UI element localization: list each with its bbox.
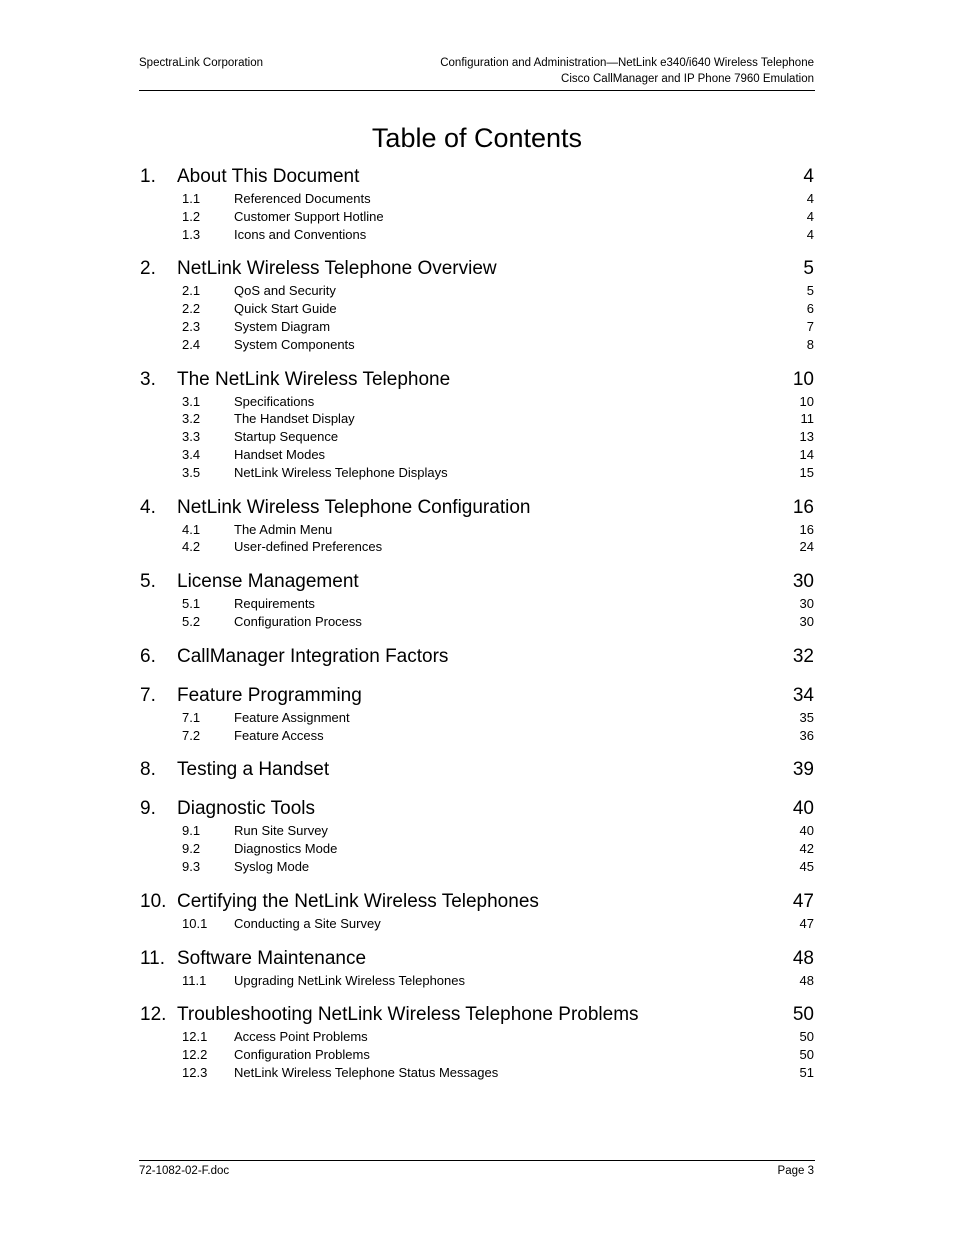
- toc-subsection-number: 2.1: [182, 283, 201, 299]
- toc-subsection-page: 16: [799, 521, 814, 537]
- toc-subsection-entry[interactable]: [140, 727, 814, 745]
- toc-section-title[interactable]: Testing a Handset: [177, 759, 330, 781]
- toc-section-entry[interactable]: [140, 494, 814, 521]
- toc-subsection-number: 4.1: [182, 521, 201, 537]
- toc-section-page: 32: [792, 645, 814, 667]
- toc-subsection-entry[interactable]: [140, 428, 814, 446]
- toc-subsection-entry[interactable]: [140, 410, 814, 428]
- toc-subsection-number: 9.3: [182, 858, 201, 874]
- toc-section-page: 4: [803, 166, 814, 187]
- toc-subsection-number: 12.2: [182, 1047, 208, 1063]
- toc-section: [140, 945, 814, 990]
- toc-subsection-entry[interactable]: [140, 190, 814, 208]
- toc-subsection-number: 9.1: [182, 823, 201, 839]
- toc-subsection-title[interactable]: Upgrading NetLink Wireless Telephones: [234, 972, 465, 988]
- toc-section-entry[interactable]: [140, 366, 814, 393]
- toc-subsection-page: 45: [799, 858, 814, 874]
- toc-subsection-number: 3.4: [182, 446, 201, 462]
- toc-subsection-title[interactable]: System Components: [234, 336, 355, 352]
- toc-subsection-page: 48: [799, 972, 814, 988]
- toc-subsection-entry[interactable]: [140, 446, 814, 464]
- toc-subsection-number: 12.1: [182, 1029, 208, 1045]
- toc-subsection-entry[interactable]: [140, 318, 814, 336]
- toc-subsection-number: 9.2: [182, 841, 201, 857]
- toc-subsection-page: 4: [806, 208, 814, 224]
- toc-section-page: 34: [792, 684, 814, 706]
- toc-subsection-number: 5.1: [182, 596, 201, 612]
- toc-section-number: 3.: [140, 368, 156, 390]
- toc-subsection-number: 7.2: [182, 727, 201, 743]
- toc-subsection-title[interactable]: Quick Start Guide: [234, 301, 337, 317]
- toc-subsection-number: 3.1: [182, 393, 201, 409]
- toc-subsection-number: 1.3: [182, 226, 201, 242]
- toc-subsection-number: 11.1: [182, 972, 207, 988]
- toc-section: [140, 494, 814, 557]
- toc-section-page: 5: [803, 258, 814, 280]
- toc-subsection-title[interactable]: Icons and Conventions: [234, 226, 367, 242]
- header-title-line1: Configuration and Administration—NetLink e340/i640 Wireless Telephone: [440, 57, 814, 69]
- toc-section-entry[interactable]: [140, 888, 814, 915]
- toc-subsection-title[interactable]: User-defined Preferences: [234, 539, 383, 555]
- toc-subsection-page: 24: [799, 539, 814, 555]
- toc-section-title[interactable]: NetLink Wireless Telephone Overview: [177, 258, 497, 280]
- toc-subsection-entry[interactable]: [140, 208, 814, 226]
- table-of-contents: [140, 163, 814, 1094]
- toc-subsection-page: 30: [799, 596, 814, 612]
- toc-section-title[interactable]: License Management: [177, 571, 359, 593]
- toc-section-title[interactable]: About This Document: [177, 166, 360, 187]
- header-company: SpectraLink Corporation: [139, 57, 264, 69]
- header-title-line2: Cisco CallManager and IP Phone 7960 Emulation: [561, 73, 814, 85]
- toc-section-entry[interactable]: [140, 945, 814, 972]
- toc-section-number: 12.: [140, 1004, 167, 1026]
- toc-subsection-title[interactable]: Configuration Problems: [234, 1047, 370, 1063]
- toc-subsection-number: 2.2: [182, 301, 201, 317]
- toc-section: [140, 1001, 814, 1081]
- toc-subsection-entry[interactable]: [140, 521, 814, 539]
- toc-section-title[interactable]: Diagnostic Tools: [177, 798, 316, 820]
- toc-section-entry[interactable]: [140, 643, 814, 670]
- toc-section-number: 9.: [140, 798, 156, 820]
- toc-section-title[interactable]: The NetLink Wireless Telephone: [177, 368, 451, 390]
- toc-subsection-page: 36: [799, 727, 814, 743]
- toc-section: [140, 366, 814, 482]
- toc-subsection-number: 2.3: [182, 318, 201, 334]
- toc-section: [140, 163, 814, 243]
- toc-section-number: 10.: [140, 890, 167, 912]
- toc-subsection-title[interactable]: Customer Support Hotline: [234, 208, 384, 224]
- toc-section-entry[interactable]: [140, 756, 814, 783]
- toc-section-number: 2.: [140, 258, 156, 280]
- toc-section-title[interactable]: Feature Programming: [177, 684, 362, 706]
- toc-section-entry[interactable]: [140, 682, 814, 709]
- toc-subsection-entry[interactable]: [140, 1028, 814, 1046]
- toc-subsection-entry[interactable]: [140, 336, 814, 354]
- toc-section-number: 11.: [140, 947, 166, 969]
- toc-subsection-entry[interactable]: [140, 972, 814, 990]
- toc-subsection-page: 15: [799, 464, 814, 480]
- toc-subsection-entry[interactable]: [140, 282, 814, 300]
- footer-page-number: Page 3: [777, 1165, 814, 1177]
- toc-section-page: 40: [792, 798, 814, 820]
- toc-subsection-title[interactable]: Configuration Process: [234, 613, 362, 629]
- toc-section-number: 7.: [140, 684, 156, 706]
- toc-subsection-title[interactable]: The Admin Menu: [234, 521, 333, 537]
- toc-section-title[interactable]: Certifying the NetLink Wireless Telephones: [177, 890, 539, 912]
- toc-subsection-title[interactable]: Handset Modes: [234, 446, 326, 462]
- toc-subsection-page: 47: [799, 915, 814, 931]
- toc-section: [140, 643, 814, 670]
- toc-subsection-entry[interactable]: [140, 226, 814, 244]
- toc-subsection-number: 7.1: [182, 709, 201, 725]
- toc-section-page: 50: [792, 1004, 814, 1026]
- toc-subsection-title[interactable]: Feature Assignment: [234, 709, 350, 725]
- toc-section-page: 30: [792, 571, 814, 593]
- toc-subsection-title[interactable]: System Diagram: [234, 318, 331, 334]
- toc-subsection-title[interactable]: QoS and Security: [234, 283, 336, 299]
- toc-subsection-page: 35: [799, 709, 814, 725]
- toc-subsection-number: 12.3: [182, 1064, 208, 1080]
- toc-subsection-page: 10: [799, 393, 814, 409]
- toc-subsection-title[interactable]: Requirements: [234, 596, 315, 612]
- toc-section: [140, 568, 814, 631]
- toc-subsection-entry[interactable]: [140, 840, 814, 858]
- toc-section-page: 39: [792, 759, 814, 781]
- toc-subsection-entry[interactable]: [140, 300, 814, 318]
- toc-subsection-title[interactable]: Specifications: [234, 393, 315, 409]
- toc-subsection-entry[interactable]: [140, 464, 814, 482]
- toc-subsection-number: 10.1: [182, 915, 208, 931]
- toc-section: [140, 888, 814, 933]
- toc-subsection-number: 5.2: [182, 613, 201, 629]
- toc-subsection-page: 30: [799, 613, 814, 629]
- toc-subsection-page: 50: [799, 1029, 814, 1045]
- toc-subsection-page: 51: [799, 1064, 814, 1080]
- toc-section-title[interactable]: CallManager Integration Factors: [177, 645, 449, 667]
- toc-subsection-entry[interactable]: [140, 1064, 814, 1082]
- toc-section-entry[interactable]: [140, 1001, 814, 1028]
- toc-section-number: 5.: [140, 571, 156, 593]
- toc-subsection-page: 14: [799, 446, 814, 462]
- toc-section-title[interactable]: NetLink Wireless Telephone Configuration: [177, 496, 531, 518]
- toc-subsection-entry[interactable]: [140, 858, 814, 876]
- toc-subsection-entry[interactable]: [140, 595, 814, 613]
- toc-subsection-page: 8: [806, 336, 814, 352]
- toc-subsection-number: 2.4: [182, 336, 201, 352]
- toc-subsection-title[interactable]: NetLink Wireless Telephone Displays: [234, 464, 448, 480]
- page-header: [139, 54, 815, 91]
- toc-subsection-page: 50: [799, 1047, 814, 1063]
- toc-subsection-entry[interactable]: [140, 1046, 814, 1064]
- toc-section-page: 48: [792, 947, 814, 969]
- toc-subsection-page: 42: [799, 841, 814, 857]
- toc-subsection-page: 7: [806, 318, 814, 334]
- toc-subsection-title[interactable]: Feature Access: [234, 727, 324, 743]
- toc-subsection-title[interactable]: The Handset Display: [234, 411, 355, 427]
- toc-subsection-page: 4: [806, 191, 814, 206]
- toc-section-entry[interactable]: [140, 568, 814, 595]
- toc-subsection-entry[interactable]: [140, 613, 814, 631]
- toc-section-number: 1.: [140, 166, 156, 187]
- toc-subsection-title[interactable]: Access Point Problems: [234, 1029, 368, 1045]
- footer-doc-id: 72-1082-02-F.doc: [139, 1165, 230, 1177]
- toc-subsection-title[interactable]: Syslog Mode: [234, 858, 310, 874]
- toc-section-title[interactable]: Troubleshooting NetLink Wireless Telephone Problems: [177, 1004, 639, 1026]
- toc-section-page: 10: [792, 368, 814, 390]
- toc-subsection-number: 4.2: [182, 539, 201, 555]
- toc-subsection-page: 40: [799, 823, 814, 839]
- toc-section-entry[interactable]: [140, 163, 814, 190]
- toc-section-entry[interactable]: [140, 255, 814, 282]
- toc-subsection-number: 3.3: [182, 429, 201, 445]
- toc-subsection-entry[interactable]: [140, 915, 814, 933]
- page-title: Table of Contents: [371, 123, 583, 153]
- toc-subsection-number: 3.2: [182, 411, 201, 427]
- toc-subsection-number: 1.1: [182, 191, 201, 206]
- toc-section: [140, 255, 814, 353]
- toc-subsection-page: 4: [806, 226, 814, 242]
- header-document-title: [440, 55, 814, 87]
- toc-subsection-entry[interactable]: [140, 538, 814, 556]
- toc-subsection-title[interactable]: Run Site Survey: [234, 823, 328, 839]
- toc-subsection-entry[interactable]: [140, 709, 814, 727]
- toc-subsection-number: 3.5: [182, 464, 201, 480]
- toc-subsection-page: 11: [800, 411, 814, 427]
- toc-section-number: 6.: [140, 645, 156, 667]
- toc-section-number: 8.: [140, 759, 156, 781]
- toc-subsection-title[interactable]: Startup Sequence: [234, 429, 339, 445]
- toc-subsection-title[interactable]: NetLink Wireless Telephone Status Messages: [234, 1064, 499, 1080]
- toc-section: [140, 756, 814, 783]
- toc-section-title[interactable]: Software Maintenance: [177, 947, 367, 969]
- toc-section: [140, 795, 814, 875]
- toc-subsection-page: 13: [799, 429, 814, 445]
- toc-subsection-title[interactable]: Referenced Documents: [234, 191, 371, 206]
- toc-subsection-title[interactable]: Diagnostics Mode: [234, 841, 338, 857]
- toc-subsection-title[interactable]: Conducting a Site Survey: [234, 915, 381, 931]
- toc-section-page: 16: [792, 496, 814, 518]
- toc-section-number: 4.: [140, 496, 156, 518]
- toc-section-page: 47: [792, 890, 814, 912]
- page-footer: [139, 1160, 815, 1181]
- toc-section: [140, 682, 814, 745]
- toc-subsection-number: 1.2: [182, 208, 201, 224]
- toc-subsection-entry[interactable]: [140, 822, 814, 840]
- toc-subsection-page: 6: [806, 301, 814, 317]
- toc-section-entry[interactable]: [140, 795, 814, 822]
- toc-subsection-page: 5: [806, 283, 814, 299]
- toc-subsection-entry[interactable]: [140, 393, 814, 411]
